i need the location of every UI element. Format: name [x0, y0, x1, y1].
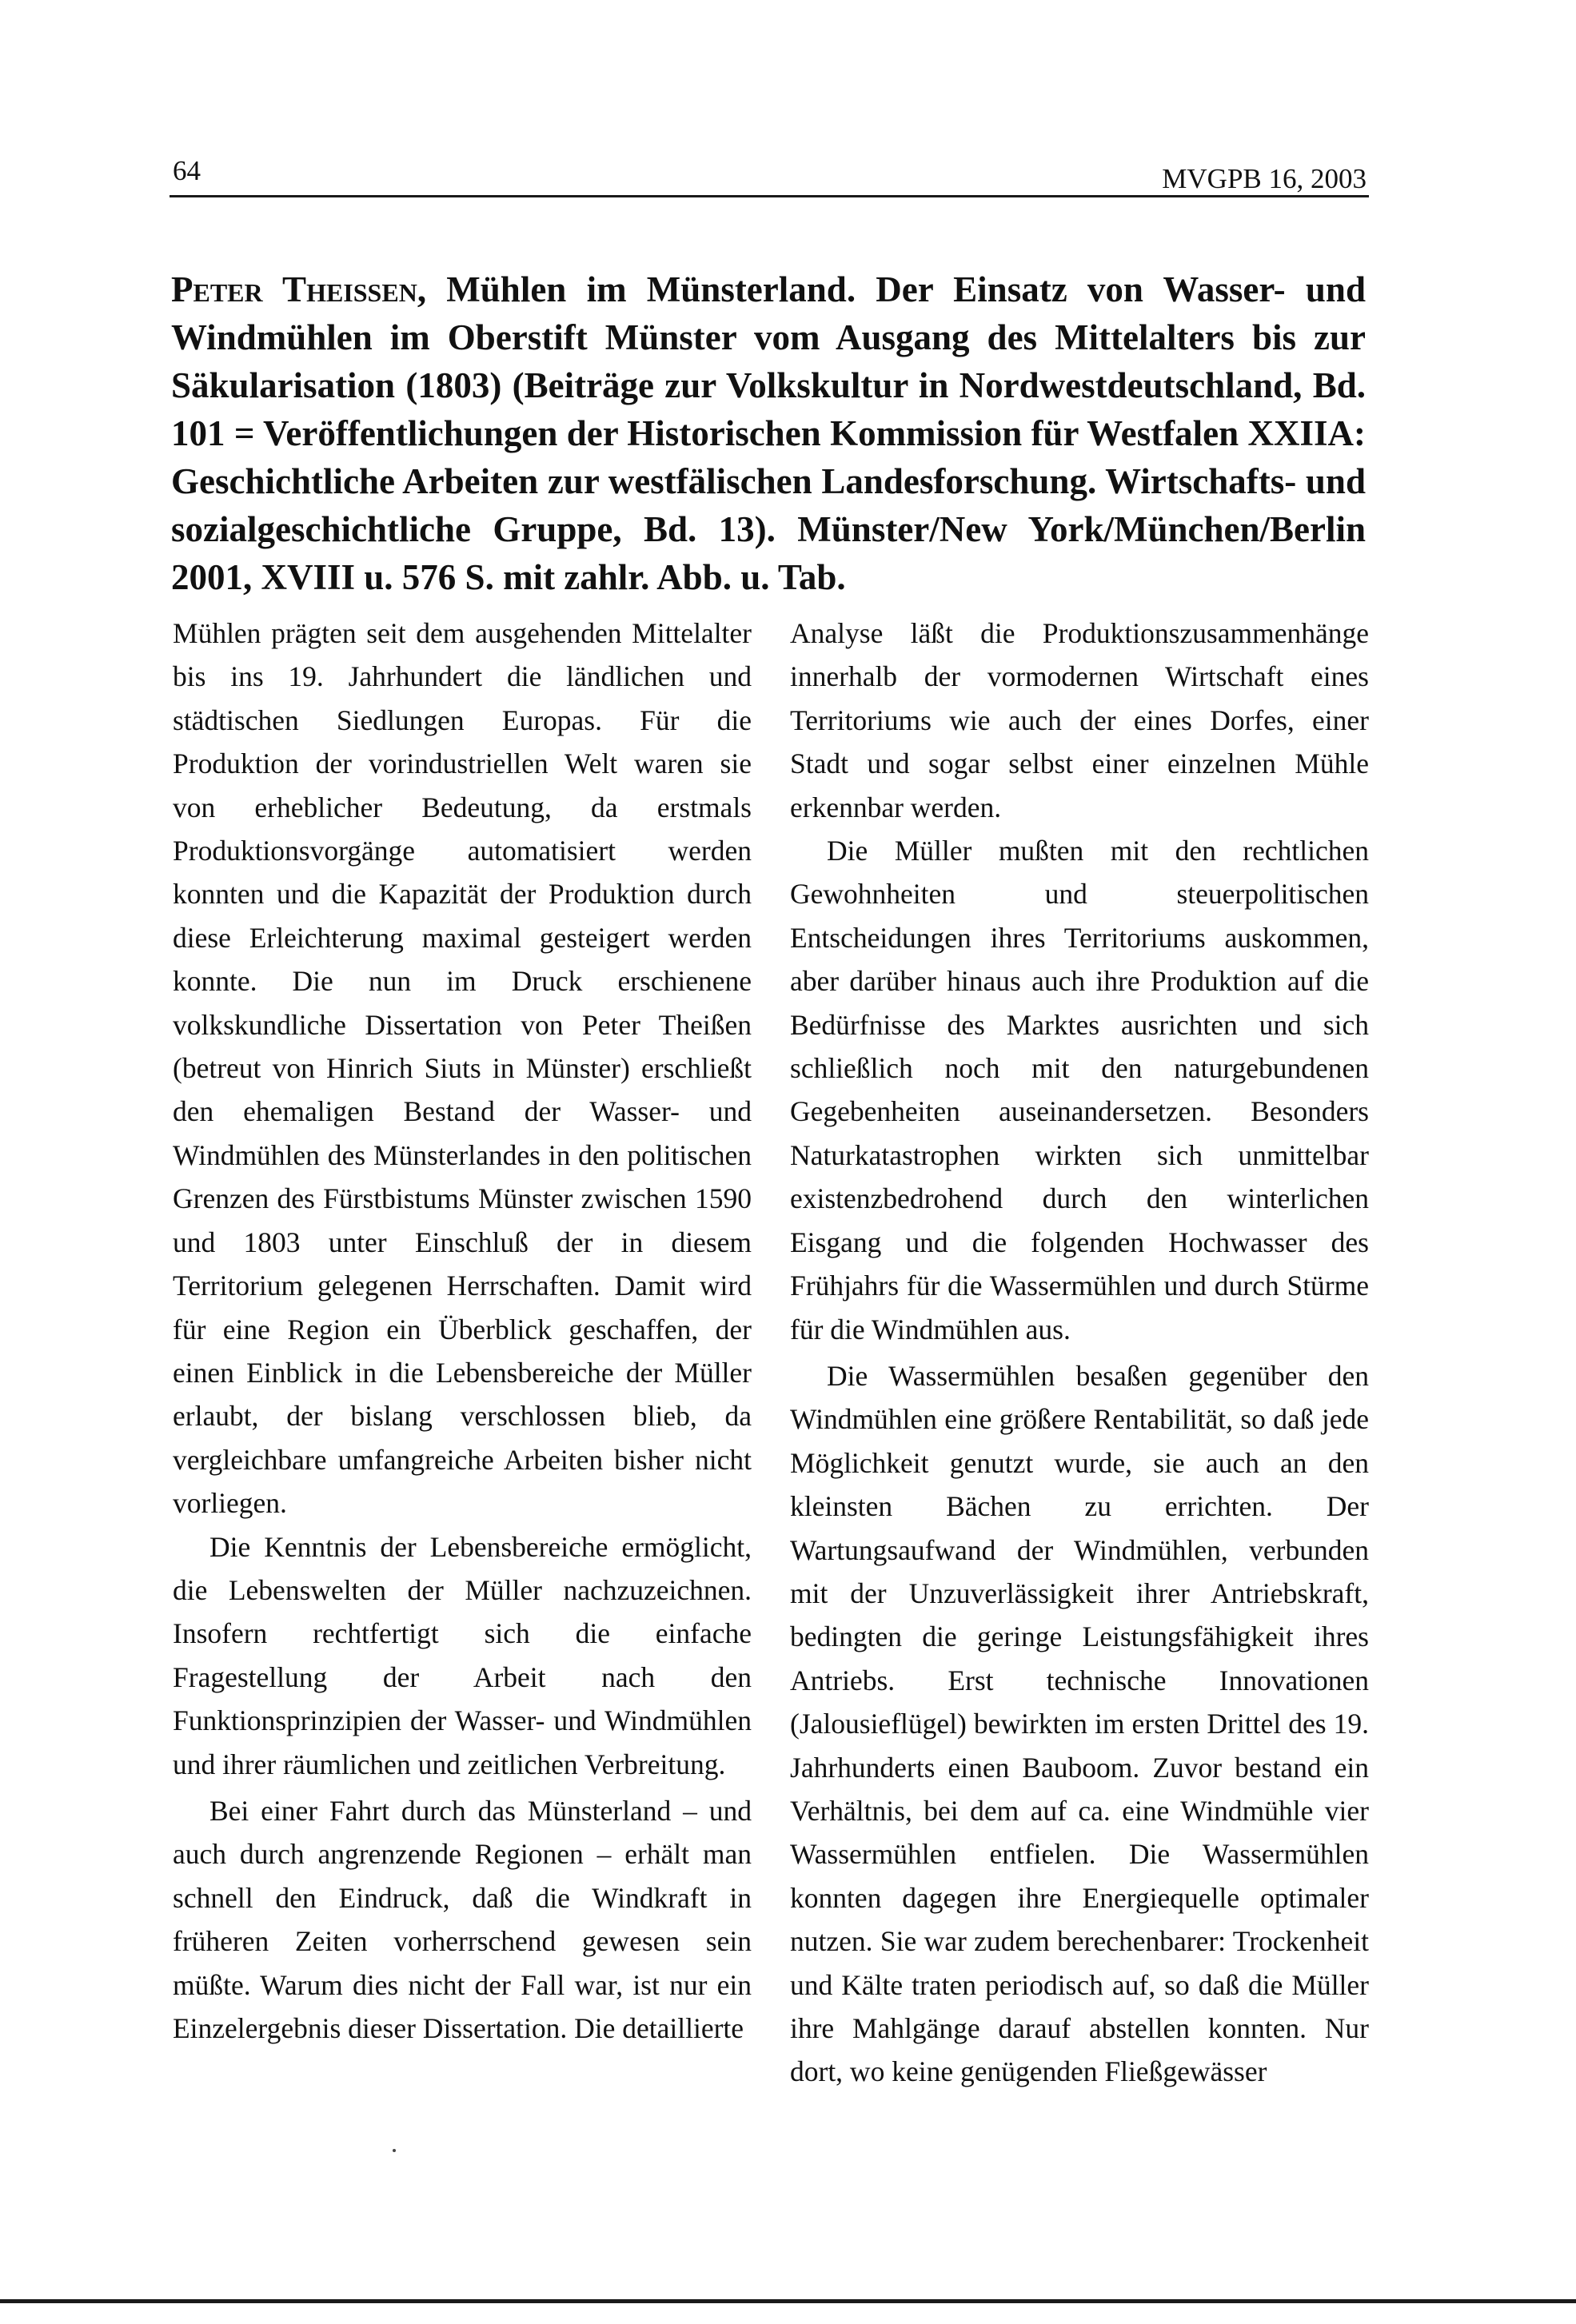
- paragraph: Die Kenntnis der Lebensbereiche ermöglicht, die Lebenswelten der Müller nachzuzeichnen. Insofern rechtfertigt sich die einfache Fragestellung der Arbeit nach den Funktionsprinzipien der Wasser- und Windmühlen und ihrer räumlichen und zeitlichen Verbreitung.: [173, 1530, 752, 1780]
- page-number: 64: [173, 155, 201, 186]
- paragraph: Die Müller mußten mit den rechtlichen Gewohnheiten und steuerpolitischen Entscheidungen ihres Territoriums auskommen, aber darüber hinaus auch ihre Produktion auf die Bedürfnisse des Marktes ausrichten und sich schließlich noch mit den naturgebundenen Gegebenheiten auseinandersetzen. Besonders Naturkatastrophen wirkten sich unmittelbar existenzbedrohend durch den winterlichen Eisgang und die folgenden Hochwasser des Frühjahrs für die Wassermühlen und durch Stürme für die Windmühlen aus.: [790, 835, 1369, 1345]
- paragraph: Die Wassermühlen besaßen gegenüber den Windmühlen eine größere Rentabilität, so daß jede Möglichkeit genutzt wurde, sie auch an den kleinsten Bächen zu errichten. Der Wartungsaufwand der Windmühlen, verbunden mit der Unzuverlässigkeit ihrer Antriebskraft, bedingten die geringe Leistungsfähigkeit ihres Antriebs. Erst technische Innovationen (Jalousieflügel) bewirkten im ersten Drittel des 19. Jahrhunderts einen Bauboom. Zuvor bestand ein Verhältnis, bei dem auf ca. eine Windmühle vier Wassermühlen entfielen. Die Wassermühlen konnten dagegen ihre Energiequelle optimaler nutzen. Sie war zudem berechenbarer: Trockenheit und Kälte traten periodisch auf, so daß die Müller ihre Mahlgänge darauf abstellen konnten. Nur dort, wo keine genügenden Fließgewässer: [790, 1359, 1369, 2088]
- review-title-text: , Mühlen im Münsterland. Der Einsatz von Wasser- und Windmühlen im Oberstift Münster vom Ausgang des Mittelalters bis zur Säkularisation (1803) (Beiträge zur Volkskultur in Nordwestdeutschland, Bd. 101 = Veröffentlichungen der Historischen Kommission für Westfalen XXIIA: Geschichtliche Arbeiten zur westfälischen Landesforschung. Wirtschafts- und sozialgeschichtliche Gruppe, Bd. 13). Münster/New York/München/Berlin 2001, XVIII u. 576 S. mit zahlr. Abb. u. Tab.: [171, 269, 1366, 597]
- review-title: [171, 265, 1366, 601]
- scan-edge-rule: [0, 2299, 1576, 2303]
- journal-reference: MVGPB 16, 2003: [1162, 163, 1367, 194]
- header-rule: [170, 195, 1369, 197]
- left-column: [173, 612, 752, 2050]
- review-author: Peter Theißen: [171, 269, 417, 309]
- paragraph: Analyse läßt die Produktionszusammenhänge innerhalb der vormodernen Wirtschaft eines Territoriums wie auch der eines Dorfes, einer Stadt und sogar selbst einer einzelnen Mühle erkennbar werden.: [790, 617, 1369, 823]
- scan-speck: [393, 2149, 396, 2152]
- paragraph: Mühlen prägten seit dem ausgehenden Mittelalter bis ins 19. Jahrhundert die ländlichen und städtischen Siedlungen Europas. Für die Produktion der vorindustriellen Welt waren sie von erheblicher Bedeutung, da erstmals Produktionsvorgänge automatisiert werden konnten und die Kapazität der Produktion durch diese Erleichterung maximal gesteigert werden konnte. Die nun im Druck erschienene volkskundliche Dissertation von Peter Theißen (betreut von Hinrich Siuts in Münster) erschließt den ehemaligen Bestand der Wasser- und Windmühlen des Münsterlandes in den politischen Grenzen des Fürstbistums Münster zwischen 1590 und 1803 unter Einschluß der in diesem Territorium gelegenen Herrschaften. Damit wird für eine Region ein Überblick geschaffen, der einen Einblick in die Lebensbereiche der Müller erlaubt, der bislang verschlossen blieb, da vergleichbare umfangreiche Arbeiten bisher nicht vorliegen.: [173, 617, 752, 1520]
- right-column: [790, 612, 1369, 2094]
- paragraph: Bei einer Fahrt durch das Münsterland – und auch durch angrenzende Regionen – erhält man schnell den Eindruck, daß die Windkraft in früheren Zeiten vorherrschend gewesen sein müßte. Warum dies nicht der Fall war, ist nur ein Einzelergebnis dieser Dissertation. Die detaillierte: [173, 1794, 752, 2044]
